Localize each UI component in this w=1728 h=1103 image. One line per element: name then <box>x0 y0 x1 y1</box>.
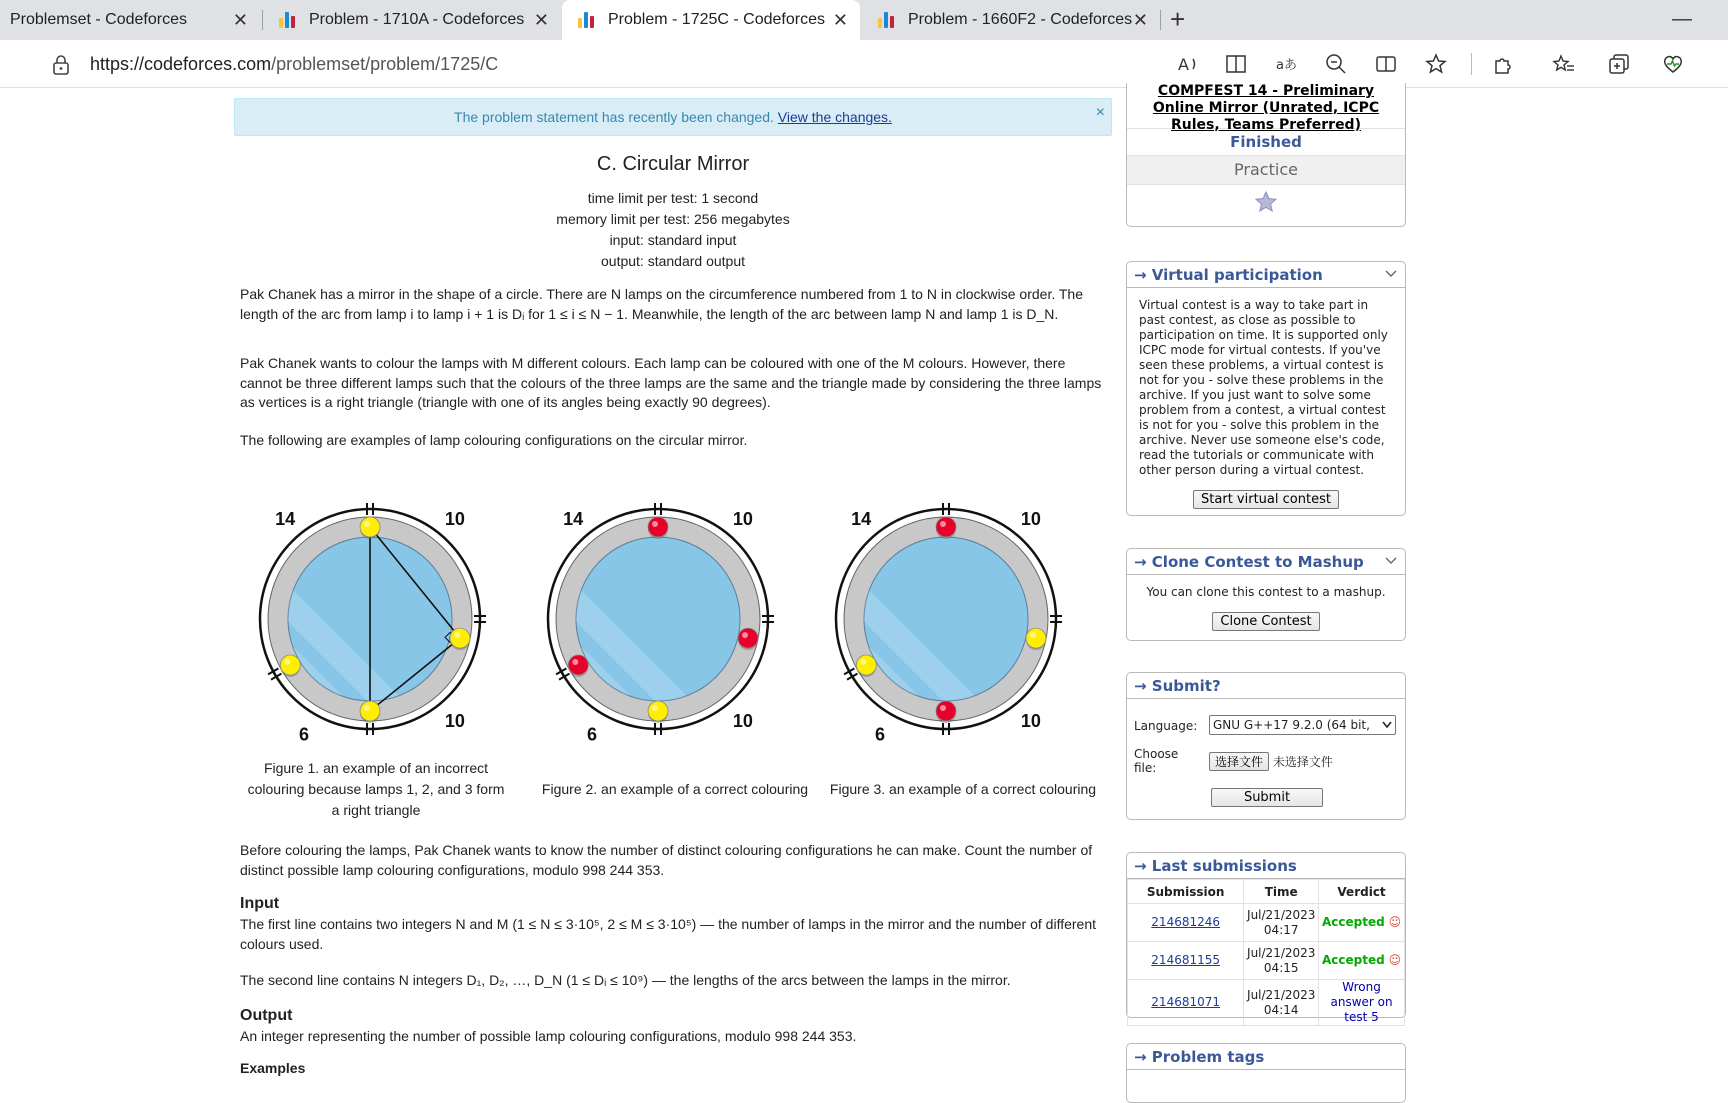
lamp-highlight <box>940 705 946 711</box>
zoom-out-icon[interactable] <box>1324 52 1348 76</box>
lamp-highlight <box>284 659 290 665</box>
problem-tags-box <box>1126 1043 1406 1103</box>
arc-length-label: 10 <box>444 508 465 529</box>
lamp-highlight <box>860 659 866 665</box>
submission-date: Jul/21/2023 <box>1247 907 1316 922</box>
file-input[interactable] <box>1209 752 1333 771</box>
table-row <box>1128 980 1405 1026</box>
url-path: /problemset/problem/1725/C <box>271 54 499 74</box>
lock-icon[interactable] <box>52 55 70 75</box>
table-row <box>1128 942 1405 980</box>
lamp-red <box>648 517 668 537</box>
statement-paragraph: Pak Chanek wants to colour the lamps with M different colours. Each lamp can be coloured with one of the M colours. However, there cannot be three different lamps such that the colours of the three lamps are the same and the triangle made by considering the three lamps as vertices is a right triangle (triangle with one of its angles being exactly 90 degrees). <box>240 355 1102 410</box>
last-submissions-box <box>1126 852 1406 1024</box>
submission-link[interactable]: 214681155 <box>1151 953 1221 967</box>
language-label: Language: <box>1134 719 1198 733</box>
examples-heading: Examples <box>240 1060 306 1076</box>
lamp-red <box>738 628 758 648</box>
favorite-contest[interactable] <box>1127 185 1405 221</box>
tab-title: Problem - 1710A - Codeforces <box>309 11 525 28</box>
arc-length-label: 14 <box>851 508 872 529</box>
start-virtual-contest-button[interactable]: Start virtual contest <box>1193 490 1339 509</box>
extensions-icon[interactable] <box>1491 52 1515 76</box>
table-row <box>1128 904 1405 942</box>
problem-title: C. Circular Mirror <box>596 153 750 175</box>
tab-bar <box>0 0 1728 40</box>
lamp-highlight <box>940 521 946 527</box>
tab-1710a[interactable] <box>263 0 561 40</box>
arc-length-label: 6 <box>874 724 886 745</box>
tab-title: Problem - 1725C - Codeforces <box>608 11 825 28</box>
problem-tags-header <box>1127 1044 1405 1070</box>
column-header: Submission <box>1128 880 1244 904</box>
tab-1725c[interactable] <box>562 0 860 40</box>
favorite-star-icon[interactable] <box>1424 52 1448 76</box>
last-submissions-header <box>1127 853 1405 879</box>
input-description: The first line contains two integers N and M (1 ≤ N ≤ 3·10⁵, 2 ≤ M ≤ 3·10⁵) — the number of lamps in the mirror and the number of different colours used. <box>240 916 1097 952</box>
figure-1-diagram <box>260 491 500 745</box>
codeforces-logo-icon <box>578 12 594 28</box>
lamp-yellow <box>648 701 668 721</box>
arc-length-label: 10 <box>732 508 753 529</box>
clone-contest-box <box>1126 548 1406 641</box>
language-value: GNU G++17 9.2.0 (64 bit, <box>1213 718 1370 732</box>
tab-separator <box>1160 10 1161 30</box>
close-icon[interactable]: ✕ <box>232 10 248 30</box>
toolbar-separator <box>1471 53 1472 75</box>
lamp-yellow <box>280 655 300 675</box>
lamp-highlight <box>652 521 658 527</box>
choose-file-label: Choose file: <box>1134 747 1179 775</box>
translate-icon[interactable] <box>1275 52 1299 76</box>
lamp-yellow <box>360 517 380 537</box>
box-title: → Virtual participation <box>1134 266 1323 284</box>
clone-contest-text: You can clone this contest to a mashup. <box>1146 585 1386 599</box>
statement-paragraph: The following are examples of lamp colouring configurations on the circular mirror. <box>240 432 748 448</box>
page-viewport <box>0 83 1728 1080</box>
box-title: → Submit? <box>1134 677 1221 695</box>
tab-title: Problemset - Codeforces <box>10 11 187 28</box>
output-description: An integer representing the number of possible lamp colouring configurations, modulo 998 244 353. <box>240 1028 857 1044</box>
arc-length-label: 6 <box>298 724 310 745</box>
lamp-highlight <box>1030 632 1036 638</box>
submission-time: 04:14 <box>1263 1002 1299 1017</box>
file-status: 未选择文件 <box>1272 755 1333 769</box>
figure-2-diagram <box>548 491 788 745</box>
close-icon[interactable]: ✕ <box>533 10 549 30</box>
submit-header <box>1127 673 1405 699</box>
input-description: The second line contains N integers D₁, D₂, …, D_N (1 ≤ Dᵢ ≤ 10⁹) — the lengths of the arcs between the lamps in the mirror. <box>240 972 1011 988</box>
contest-mode: Practice <box>1127 156 1405 185</box>
arc-length-label: 10 <box>1020 711 1041 732</box>
tab-problemset[interactable] <box>0 0 260 40</box>
change-notice <box>234 98 1112 136</box>
submissions-table <box>1127 879 1405 1026</box>
clone-contest-button[interactable]: Clone Contest <box>1212 612 1319 631</box>
lamp-highlight <box>364 705 370 711</box>
figure-1-caption: Figure 1. an example of an incorrect colouring because lamps 1, 2, and 3 form a right triangle <box>247 760 505 818</box>
language-select[interactable] <box>1209 715 1396 735</box>
verdict-accepted: Accepted <box>1322 915 1385 929</box>
chevron-down-icon[interactable] <box>1385 267 1397 279</box>
time-limit: time limit per test: 1 second <box>587 190 759 206</box>
view-changes-link[interactable]: View the changes. <box>777 109 892 125</box>
arc-length-label: 10 <box>732 711 753 732</box>
browser-essentials-icon[interactable] <box>1661 52 1685 76</box>
submit-button[interactable]: Submit <box>1211 788 1323 807</box>
box-title: → Clone Contest to Mashup <box>1134 553 1364 571</box>
clone-contest-header[interactable] <box>1127 549 1405 575</box>
chevron-down-icon <box>1382 721 1392 729</box>
chevron-down-icon[interactable] <box>1385 554 1397 566</box>
tab-1660f2[interactable] <box>862 0 1160 40</box>
lamp-highlight <box>454 632 460 638</box>
codeforces-logo-icon <box>279 12 295 28</box>
url-text[interactable] <box>90 54 498 75</box>
tab-title: Problem - 1660F2 - Codeforces <box>908 11 1133 28</box>
lamp-red <box>568 655 588 675</box>
verdict-wrong-answer: Wrong answer on test 5 <box>1330 980 1393 1024</box>
output-file: output: standard output <box>601 253 745 269</box>
figure-2-caption: Figure 2. an example of a correct colouring <box>541 781 809 797</box>
arc-length-label: 10 <box>1020 508 1041 529</box>
svg-text:A: A <box>1178 55 1189 74</box>
close-notice-icon[interactable]: × <box>1095 104 1105 121</box>
submission-link[interactable]: 214681246 <box>1151 915 1221 929</box>
choose-file-button[interactable]: 选择文件 <box>1209 752 1269 771</box>
output-heading: Output <box>240 1007 293 1024</box>
virtual-participation-box <box>1126 261 1406 516</box>
close-icon[interactable]: ✕ <box>832 10 848 30</box>
lamp-yellow <box>856 655 876 675</box>
submission-link[interactable]: 214681071 <box>1151 995 1221 1009</box>
address-bar <box>0 40 1728 88</box>
svg-text:aあ: aあ <box>1276 58 1297 73</box>
lamp-yellow <box>1026 628 1046 648</box>
box-title: → Last submissions <box>1134 857 1297 875</box>
memory-limit: memory limit per test: 256 megabytes <box>556 211 790 227</box>
submission-time: 04:15 <box>1263 960 1299 975</box>
virtual-participation-text: Virtual contest is a way to take part in past contest, as close as possible to participation on time. It is supported only ICPC mode for virtual contests. If you've seen these problems, a virtual contest is not for you - solve these problems in the archive. If you just want to solve some problem from a contest, a virtual contest is not for you - solve this problem in the archive. Never use someone else's code, read the tutorials or communicate with other person during a virtual contest. <box>1139 298 1388 477</box>
lamp-yellow <box>450 628 470 648</box>
contest-info-box <box>1126 83 1406 227</box>
lamp-highlight <box>742 632 748 638</box>
minimize-icon[interactable]: — <box>1672 8 1692 30</box>
figure-3-diagram <box>836 491 1076 745</box>
arc-length-label: 10 <box>444 711 465 732</box>
contest-name-link[interactable]: COMPFEST 14 - Preliminary Online Mirror (Unrated, ICPC Rules, Teams Preferred) <box>1152 83 1380 133</box>
arc-length-label: 14 <box>275 508 296 529</box>
submission-date: Jul/21/2023 <box>1247 945 1316 960</box>
lamp-highlight <box>364 521 370 527</box>
lamp-highlight <box>572 659 578 665</box>
collections-icon[interactable] <box>1607 52 1631 76</box>
codeforces-logo-icon <box>878 12 894 28</box>
star-icon[interactable] <box>1253 190 1279 214</box>
lamp-yellow <box>360 701 380 721</box>
close-icon[interactable]: ✕ <box>1132 10 1148 30</box>
submit-box <box>1126 672 1406 820</box>
lamp-highlight <box>652 705 658 711</box>
split-screen-icon[interactable] <box>1374 52 1398 76</box>
lamp-red <box>936 517 956 537</box>
statement-paragraph: Before colouring the lamps, Pak Chanek wants to know the number of distinct colouring configurations he can make. Count the number of distinct possible lamp colouring configurations, modulo 998 244 353. <box>240 842 1093 878</box>
column-header: Time <box>1244 880 1319 904</box>
table-header-row <box>1128 880 1405 904</box>
statement-paragraph: Pak Chanek has a mirror in the shape of a circle. There are N lamps on the circumference numbered from 1 to N in clockwise order. The length of the arc from lamp i to lamp i + 1 is Dᵢ for 1 ≤ i ≤ N − 1. Meanwhile, the length of the arc between lamp N and lamp 1 is D_N. <box>240 286 1083 322</box>
lamp-red <box>936 701 956 721</box>
arc-length-label: 6 <box>586 724 598 745</box>
url-host: https://codeforces.com <box>90 54 272 74</box>
box-title: → Problem tags <box>1134 1048 1265 1066</box>
figure-3-caption: Figure 3. an example of a correct colouring <box>829 781 1097 797</box>
verdict-accepted: Accepted <box>1322 953 1385 967</box>
submission-date: Jul/21/2023 <box>1247 987 1316 1002</box>
read-aloud-icon[interactable] <box>1176 52 1200 76</box>
favorites-icon[interactable] <box>1552 52 1576 76</box>
arc-length-label: 14 <box>563 508 584 529</box>
emoji-icon: ☺ <box>1388 915 1402 929</box>
contest-status: Finished <box>1127 129 1405 156</box>
input-heading: Input <box>240 895 280 912</box>
new-tab-icon[interactable]: + <box>1170 4 1186 34</box>
column-header: Verdict <box>1319 880 1405 904</box>
immersive-reader-icon[interactable] <box>1224 52 1248 76</box>
submission-time: 04:17 <box>1263 922 1299 937</box>
input-file: input: standard input <box>609 232 737 248</box>
virtual-participation-header[interactable] <box>1127 262 1405 288</box>
emoji-icon: ☺ <box>1388 953 1402 967</box>
notice-text: The problem statement has recently been changed. <box>454 109 774 125</box>
